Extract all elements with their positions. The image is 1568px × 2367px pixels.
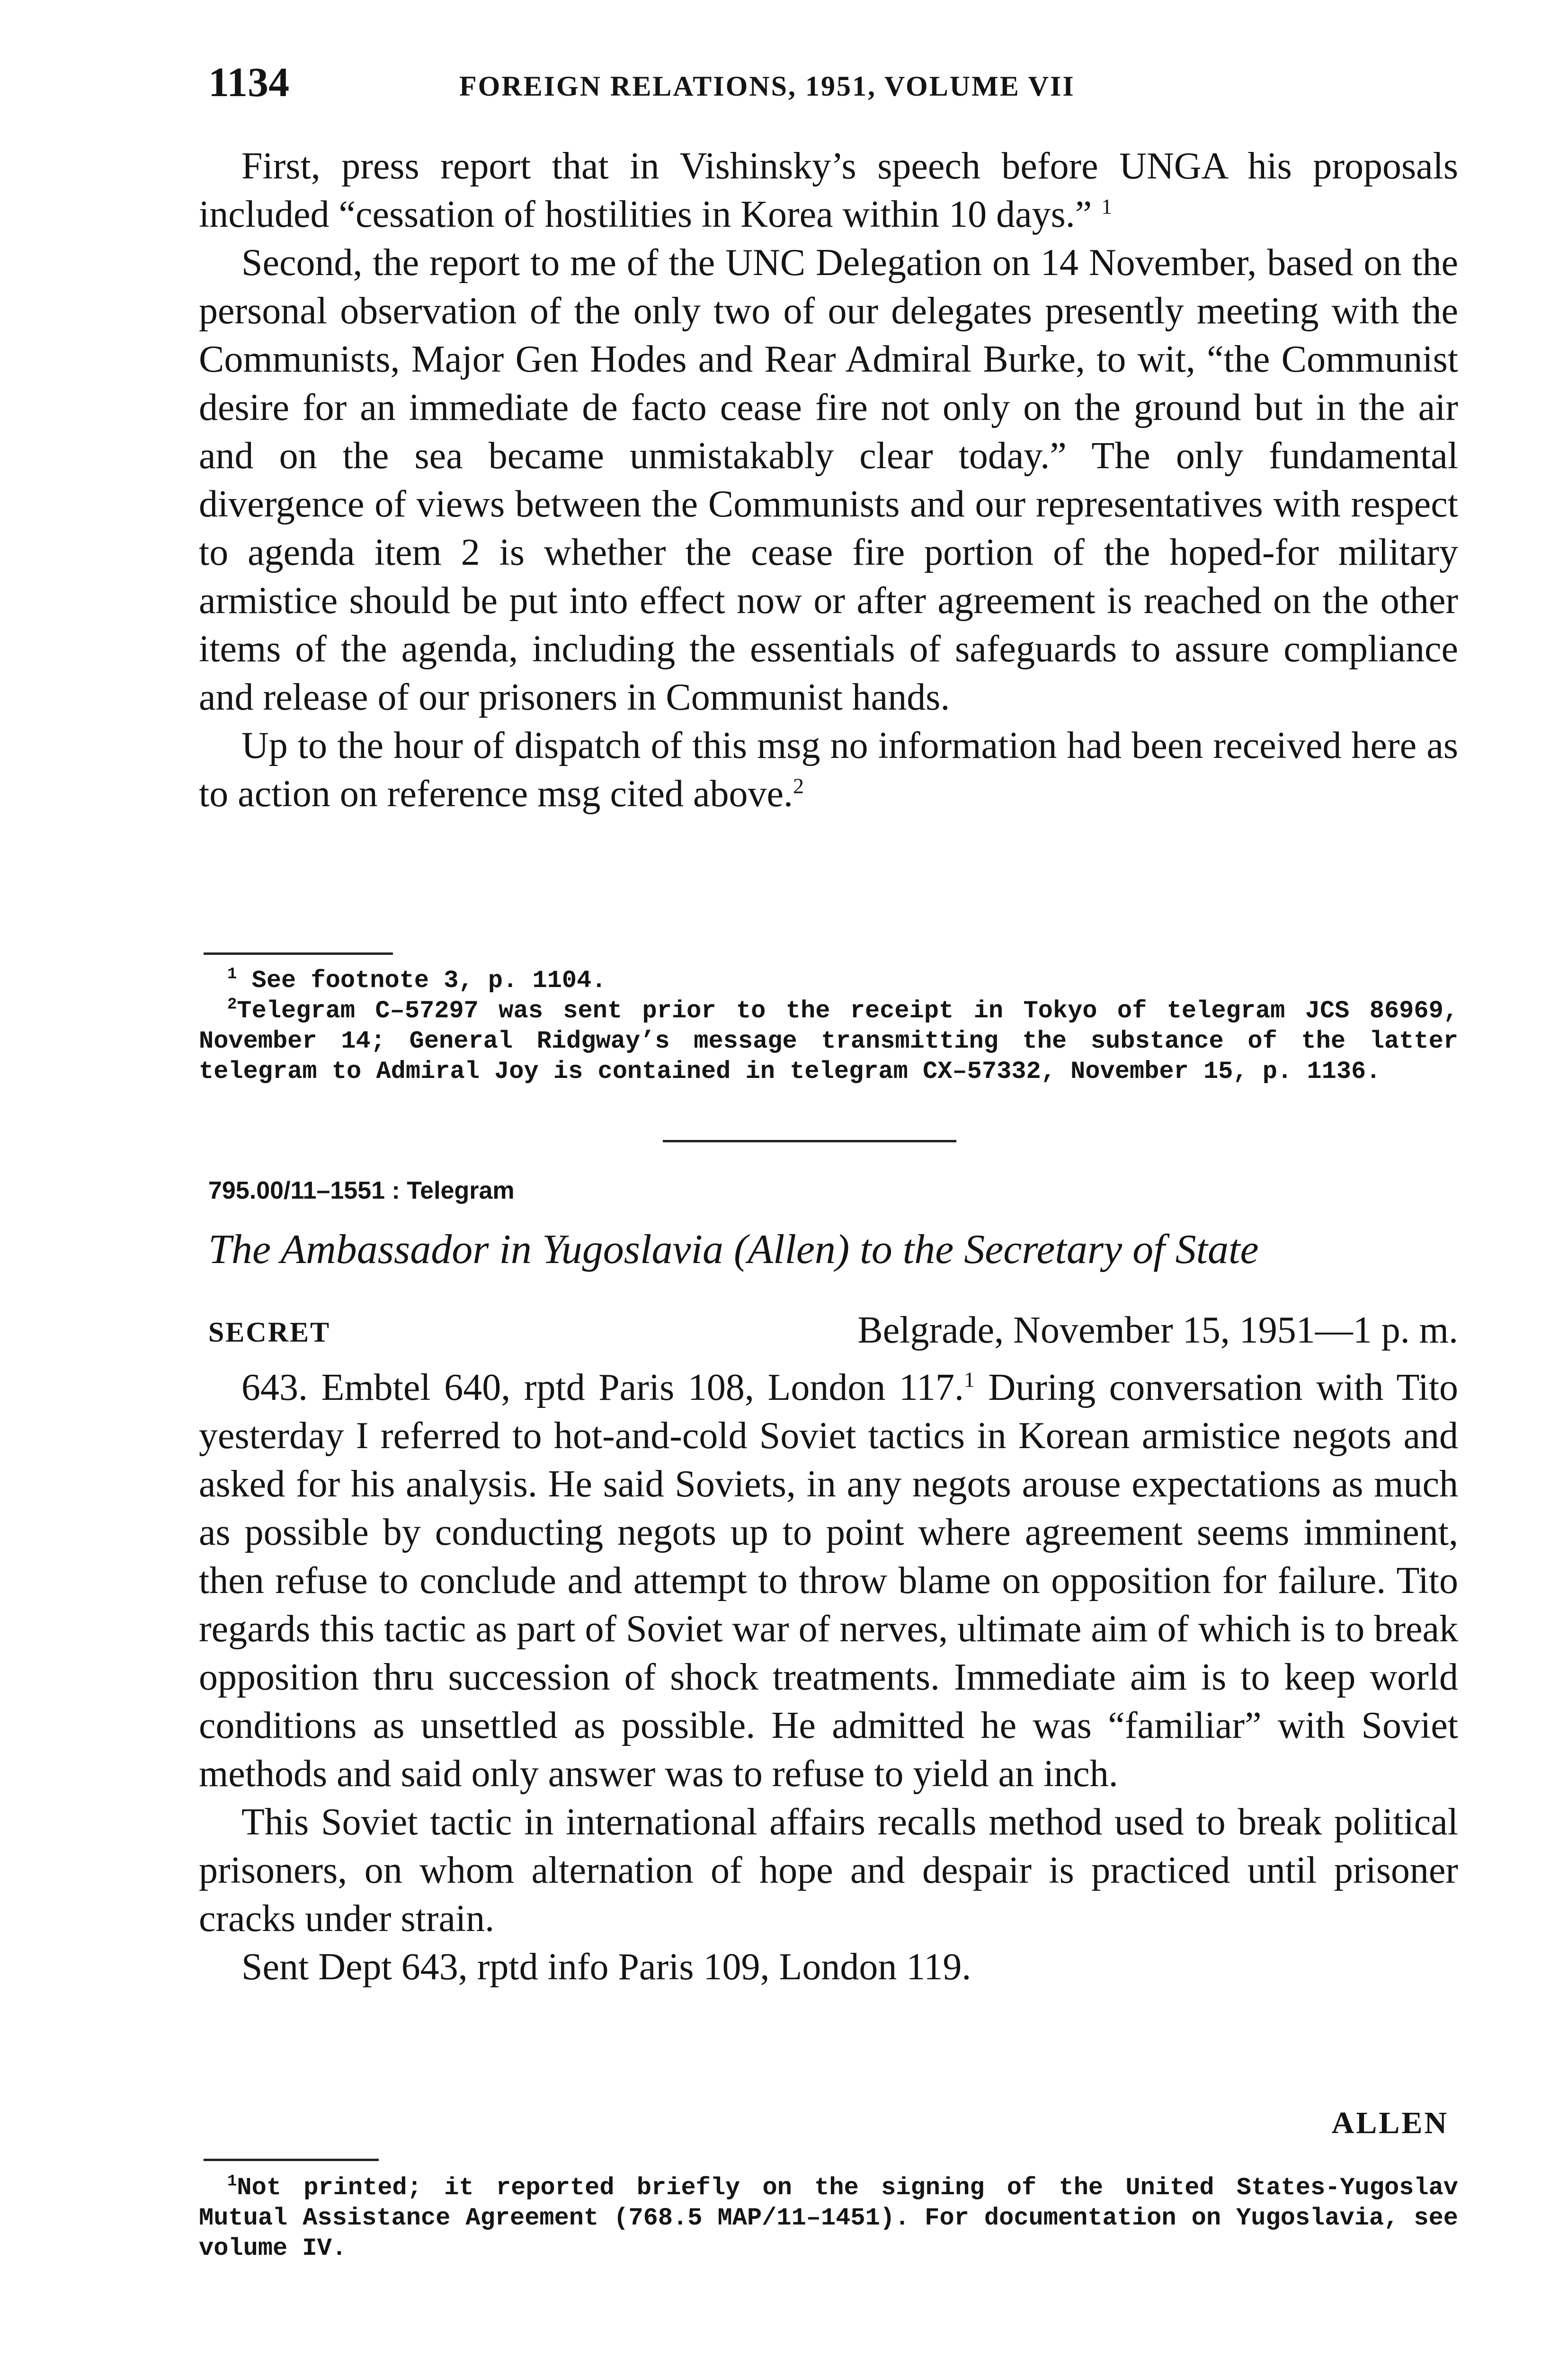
dateline: Belgrade, November 15, 1951—1 p. m. [857, 1309, 1458, 1351]
footnotes [199, 966, 1458, 1087]
footnote: $^2$Telegram C–57297 was sent prior to the receipt in Tokyo of telegram JCS 86969, November 14; General Ridgway’s message transmitting the substance of the latter telegram to Admiral Joy is contained in telegram CX–57332, November 15, p. 1136. [199, 996, 1458, 1086]
footnotes [199, 2173, 1458, 2264]
footnote-ref: 2 [793, 774, 804, 798]
footnote-rule [204, 2159, 379, 2161]
paragraph: Sent Dept 643, rptd info Paris 109, London 119. [241, 1946, 971, 1988]
classification-label: SECRET [208, 1317, 331, 1348]
file-reference: 795.00/11–1551 : Telegram [208, 1177, 515, 1204]
telegram-body [199, 1363, 1458, 1991]
paragraph: First, press report that in Vishinsky’s speech before UNGA his proposals included “cessation of hostilities in Korea within 10 days.” $^1$ [199, 145, 1458, 235]
footnote-ref: 1 [963, 1367, 975, 1392]
telegram-continuation [199, 142, 1458, 818]
page-header [208, 57, 1458, 109]
section-divider [663, 1140, 956, 1142]
footnote-rule [204, 952, 393, 955]
footnote-ref: 1 [1101, 194, 1113, 219]
dateline-row [208, 1307, 1458, 1359]
paragraph: This Soviet tactic in international affairs recalls method used to break political prisoners, on whom alternation of hope and despair is practiced until prisoner cracks under strain. [199, 1801, 1458, 1940]
paragraph: 643. Embtel 640, rptd Paris 108, London 117.$^1$ During conversation with Tito yesterday I referred to hot-and-cold Soviet tactics in Korean armistice negots and asked for his analysis. He said Soviets, in any negots arouse expectations as much as possible by conducting negots up to point where agreement seems imminent, then refuse to conclude and attempt to throw blame on opposition for failure. Tito regards this tactic as part of Soviet war of nerves, ultimate aim of which is to break opposition thru succession of shock treatments. Immediate aim is to keep world conditions as unsettled as possible. He admitted he was “familiar” with Soviet methods and said only answer was to refuse to yield an inch. [199, 1367, 1458, 1795]
running-head: FOREIGN RELATIONS, 1951, VOLUME VII [459, 71, 1075, 102]
paragraph: Up to the hour of dispatch of this msg no information had been received here as to action on reference msg cited above.$^2$ [199, 725, 1458, 815]
document-title: The Ambassador in Yugoslavia (Allen) to the Secretary of State [208, 1227, 1259, 1272]
page-number: 1134 [208, 60, 290, 106]
footnote: $^1$ See footnote 3, p. 1104. [227, 965, 606, 995]
signature: ALLEN [1331, 2106, 1449, 2140]
footnote: $^1$Not printed; it reported briefly on the signing of the United States-Yugoslav Mutual Assistance Agreement (768.5 MAP/11–1451). For documentation on Yugoslavia, see volume IV. [199, 2172, 1458, 2262]
paragraph: Second, the report to me of the UNC Delegation on 14 November, based on the personal observation of the only two of our delegates presently meeting with the Communists, Major Gen Hodes and Rear Admiral Burke, to wit, “the Communist desire for an immediate de facto cease fire not only on the ground but in the air and on the sea became unmistakably clear today.” The only fundamental divergence of views between the Communists and our representatives with respect to agenda item 2 is whether the cease fire portion of the hoped-for military armistice should be put into effect now or after agreement is reached on the other items of the agenda, including the essentials of safeguards to assure compliance and release of our prisoners in Communist hands. [199, 242, 1458, 718]
